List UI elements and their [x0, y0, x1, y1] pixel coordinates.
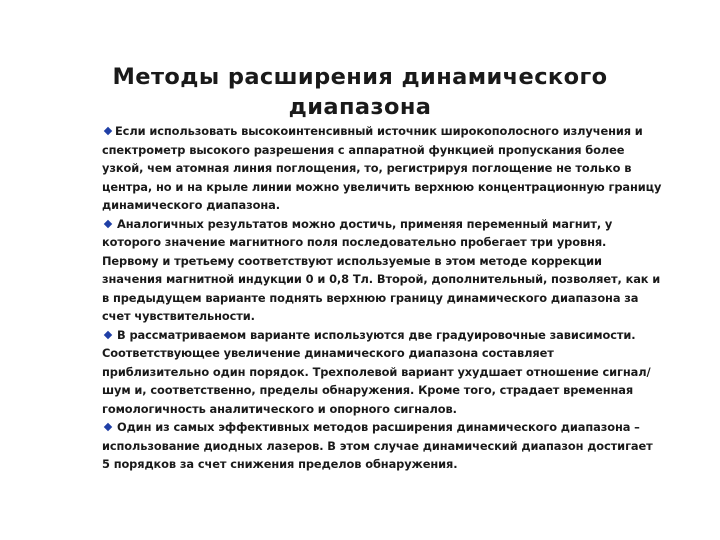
- diamond-bullet-icon: [104, 330, 112, 338]
- paragraph-4: [102, 418, 662, 474]
- slide-body: [102, 122, 662, 474]
- paragraph-2: [102, 215, 662, 326]
- paragraph-1: [102, 122, 662, 215]
- diamond-bullet-icon: [104, 423, 112, 431]
- paragraph-text: Если использовать высокоинтенсивный источник широкополосного излучения и спектрометр высокого разрешения с аппаратной функцией пропускания более узкой, чем атомная линия поглощения, то, регистрируя поглощение не только в центра, но и на крыле линии можно увеличить верхнюю концентрационную границу динамического диапазона.: [102, 124, 662, 212]
- paragraph-text: В рассматриваемом варианте используются две градуировочные зависимости. Соответствующее увеличение динамического диапазона составляет приблизительно один порядок. Трехполевой вариант ухудшает отношение сигнал/шум и, соответственно, пределы обнаружения. Кроме того, страдает временная гомологичность аналитического и опорного сигналов.: [102, 327, 651, 416]
- paragraph-text: Один из самых эффективных методов расширения динамического диапазона – использование диодных лазеров. В этом случае динамический диапазон достигает 5 порядков за счет снижения пределов обнаружения.: [102, 420, 653, 471]
- diamond-bullet-icon: [104, 219, 112, 227]
- paragraph-3: [102, 326, 662, 419]
- slide-title: Методы расширения динамического диапазона: [112, 64, 608, 120]
- diamond-bullet-icon: [104, 127, 112, 135]
- paragraph-text: Аналогичных результатов можно достичь, применяя переменный магнит, у которого значение магнитного поля последовательно пробегает три уровня. Первому и третьему соответствуют используемые в этом методе коррекции значения магнитной индукции 0 и 0,8 Тл. Второй, дополнительный, позволяет, как и в предыдущем варианте поднять верхнюю границу динамического диапазона за счет чувствительности.: [102, 216, 661, 323]
